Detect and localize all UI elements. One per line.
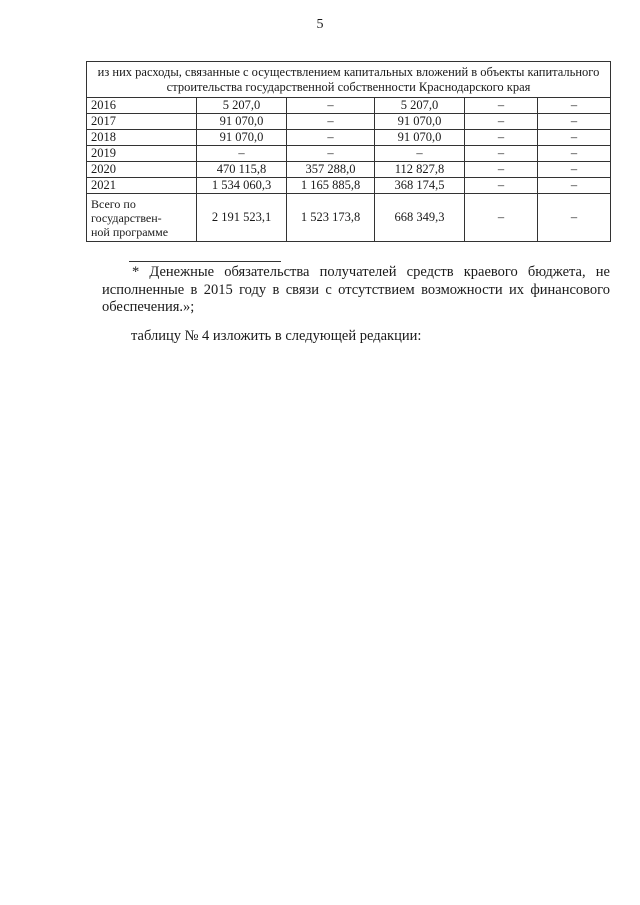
year-cell: 2021 [87,178,197,194]
table-row [87,146,611,162]
table-section-header: из них расходы, связанные с осуществлением капитальных вложений в объекты капитального строительства государственной собственности Краснодарского края [87,62,611,98]
total-label-line: государствен- [91,210,162,225]
instruction-text: таблицу № 4 изложить в следующей редакции: [131,328,422,344]
value-cell: 368 174,5 [375,178,465,194]
table-row [87,98,611,114]
table-row [87,130,611,146]
total-label-cell [87,194,197,242]
table-row [87,178,611,194]
value-cell: 1 534 060,3 [197,178,287,194]
value-cell: – [538,114,611,130]
value-cell: – [287,130,375,146]
value-cell: 112 827,8 [375,162,465,178]
value-cell: 91 070,0 [375,114,465,130]
footnote [102,264,610,317]
footnote-text: * Денежные обязательства получателей средств краевого бюджета, не исполненные в 2015 году в связи с отсутствием возможности их финансового обеспечения.»; [102,264,610,315]
value-cell: – [197,146,287,162]
value-cell: 5 207,0 [375,98,465,114]
total-value-cell: 2 191 523,1 [197,194,287,242]
table-header-row [87,62,611,98]
value-cell: 1 165 885,8 [287,178,375,194]
table-row [87,162,611,178]
value-cell: – [538,146,611,162]
total-value-cell: 1 523 173,8 [287,194,375,242]
total-value-cell: – [465,194,538,242]
value-cell: 5 207,0 [197,98,287,114]
value-cell: – [465,130,538,146]
value-cell: – [375,146,465,162]
value-cell: 357 288,0 [287,162,375,178]
year-cell: 2017 [87,114,197,130]
value-cell: – [465,146,538,162]
value-cell: 91 070,0 [375,130,465,146]
value-cell: – [538,162,611,178]
value-cell: 91 070,0 [197,130,287,146]
value-cell: – [538,130,611,146]
year-cell: 2020 [87,162,197,178]
value-cell: 470 115,8 [197,162,287,178]
total-value-cell: 668 349,3 [375,194,465,242]
value-cell: – [465,98,538,114]
table-row [87,114,611,130]
value-cell: – [465,178,538,194]
total-label-line: ной программе [91,224,169,239]
value-cell: – [287,146,375,162]
year-cell: 2019 [87,146,197,162]
value-cell: – [465,114,538,130]
year-cell: 2018 [87,130,197,146]
total-value-cell: – [538,194,611,242]
total-row [87,194,611,242]
value-cell: – [287,114,375,130]
value-cell: – [538,178,611,194]
value-cell: – [465,162,538,178]
footnote-rule [129,261,281,262]
page-number: 5 [316,17,324,32]
value-cell: – [287,98,375,114]
year-cell: 2016 [87,98,197,114]
value-cell: 91 070,0 [197,114,287,130]
value-cell: – [538,98,611,114]
total-label-line: Всего по [91,196,136,211]
financing-table [86,61,611,242]
